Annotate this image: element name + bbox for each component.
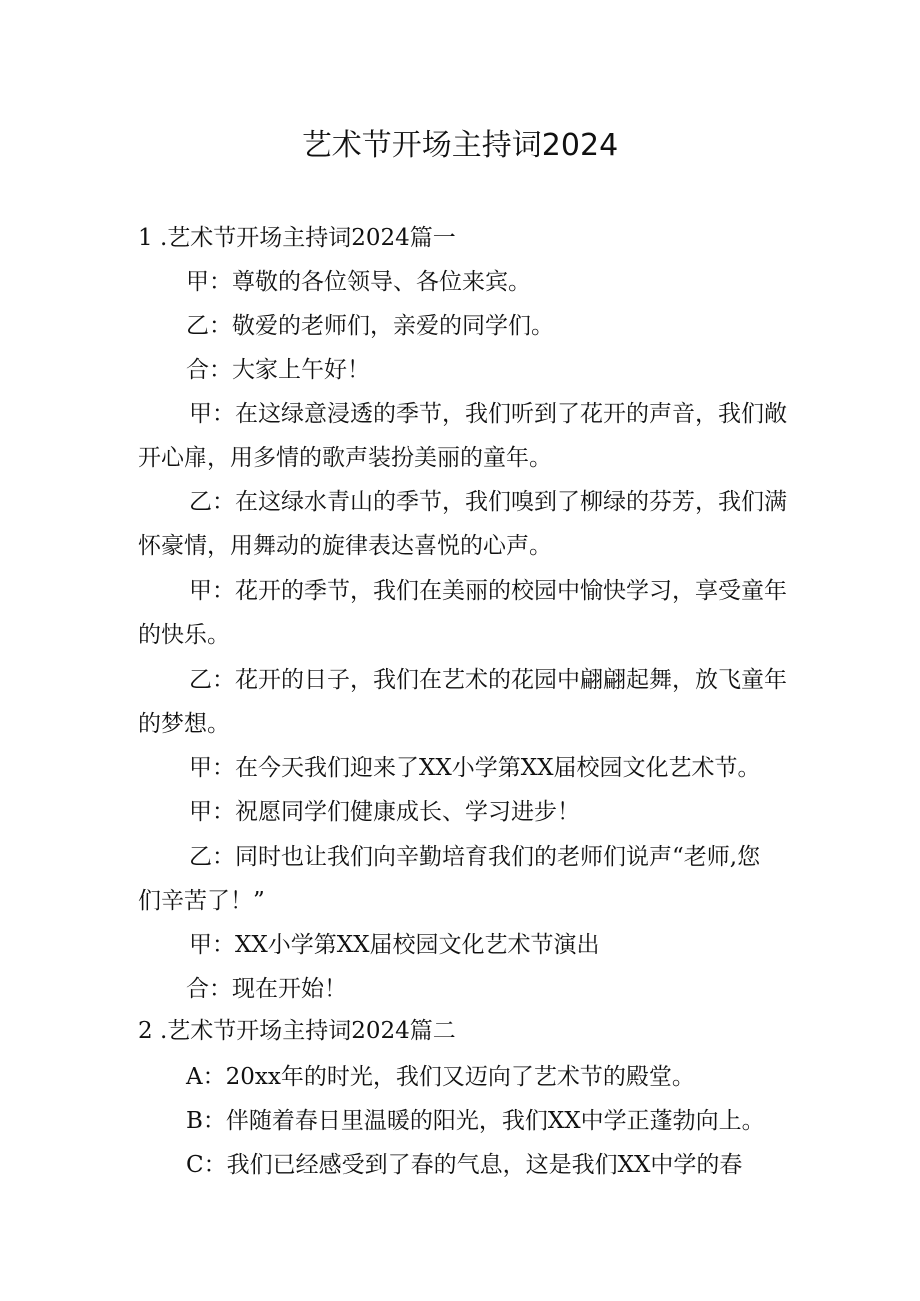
paragraph-line: A：20xx年的时光，我们又迈向了艺术节的殿堂。 [186, 1064, 695, 1090]
paragraph-line-continued: 的快乐。 [138, 622, 230, 648]
paragraph-line: 乙：敬爱的老师们，亲爱的同学们。 [186, 313, 554, 339]
paragraph-line: 乙：同时也让我们向辛勤培育我们的老师们说声“老师,您 [189, 844, 761, 870]
paragraph-line: 乙：花开的日子，我们在艺术的花园中翩翩起舞，放飞童年 [189, 667, 787, 693]
paragraph-line: 甲：花开的季节，我们在美丽的校园中愉快学习，享受童年 [189, 578, 787, 604]
paragraph-line: 甲：XX小学第XX届校园文化艺术节演出 [189, 932, 600, 958]
paragraph-line: 甲：祝愿同学们健康成长、学习进步！ [189, 799, 580, 825]
paragraph-line: B：伴随着春日里温暖的阳光，我们XX中学正蓬勃向上。 [186, 1108, 765, 1134]
paragraph-line: 合：大家上午好！ [186, 357, 370, 383]
paragraph-line: C：我们已经感受到了春的气息，这是我们XX中学的春 [186, 1152, 743, 1178]
document-title: 艺术节开场主持词2024 [301, 128, 619, 163]
paragraph-line: 甲：在今天我们迎来了XX小学第XX届校园文化艺术节。 [189, 755, 761, 781]
paragraph-line-continued: 们辛苦了！” [138, 888, 265, 914]
section-heading-1: 1 .艺术节开场主持词2024篇一 [138, 225, 456, 251]
paragraph-line: 甲：尊敬的各位领导、各位来宾。 [186, 269, 531, 295]
paragraph-line-continued: 怀豪情，用舞动的旋律表达喜悦的心声。 [138, 533, 552, 559]
section-heading-2: 2 .艺术节开场主持词2024篇二 [138, 1018, 456, 1044]
paragraph-line-continued: 的梦想。 [138, 711, 230, 737]
paragraph-line: 乙：在这绿水青山的季节，我们嗅到了柳绿的芬芳，我们满 [189, 489, 787, 515]
paragraph-line: 合：现在开始！ [186, 976, 347, 1002]
paragraph-line: 甲：在这绿意浸透的季节，我们听到了花开的声音，我们敞 [189, 401, 787, 427]
paragraph-line-continued: 开心扉，用多情的歌声装扮美丽的童年。 [138, 445, 552, 471]
